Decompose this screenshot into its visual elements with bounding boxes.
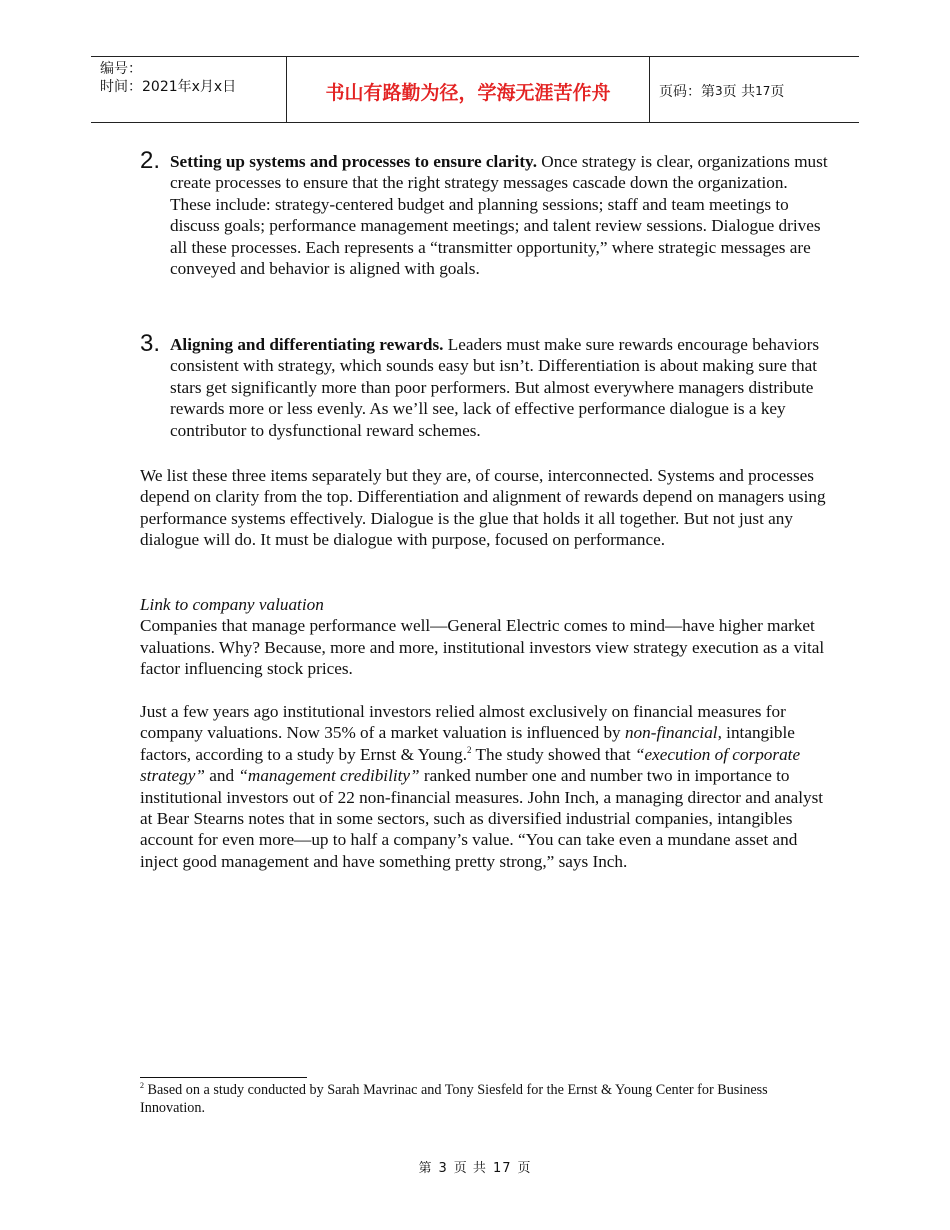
paragraph-valuation: Companies that manage performance well—General Electric comes to mind—have higher market valuations. Why? Because, more and more, institutional investors view strategy execution as a vital factor influencing stock prices. — [140, 616, 825, 679]
list-item-body: Once strategy is clear, organizations must create processes to ensure that the right strategy messages cascade down the organization. These include: strategy-centered budget and planning sessions; staff and team meetings to discuss goals; performance management meetings; and talent review sessions. Dialogue drives all these processes. Each represents a “transmitter opportunity,” where strategic messages are conveyed and behavior is aligned with goals. — [170, 152, 828, 279]
list-item-text — [170, 334, 830, 441]
serial-label: 编号： — [100, 61, 142, 77]
header-page-number: 页码：第 3 页 共 17 页 — [659, 84, 785, 100]
header-page-total: 17 — [755, 84, 771, 98]
list-item-body: Leaders must make sure rewards encourage behaviors consistent with strategy, which sounds easy but isn’t. Differentiation is about making sure that stars get significantly more than poor performers. But almost everywhere managers distribute rewards more or less evenly. As we’ll see, lack of effective performance dialogue is a key contributor to dysfunctional reward schemes. — [170, 335, 820, 440]
list-item — [140, 330, 830, 441]
valuation-section — [140, 594, 830, 680]
footnote-reference: 2 — [467, 744, 472, 755]
page-footer: 第 3 页 共 17 页 — [418, 1161, 532, 1176]
header-meta-cell — [91, 57, 287, 122]
footer-page-total: 17 — [492, 1161, 512, 1176]
header-page-current: 3 — [715, 84, 723, 98]
list-item-number: 3. — [140, 330, 161, 357]
footer-page-current: 3 — [438, 1161, 448, 1176]
list-item-title: Aligning and differentiating rewards. — [170, 335, 444, 354]
header-motto: 书山有路勤为径，学海无涯苦作舟 — [287, 57, 650, 122]
list-item-title: Setting up systems and processes to ensure clarity. — [170, 152, 537, 171]
paragraph-interconnected: We list these three items separately but they are, of course, interconnected. Systems and processes depend on clarity from the top. Differentiation and alignment of rewards depend on managers using performance systems effectively. Dialogue is the glue that holds it all together. But not just any dialogue will do. It must be dialogue with purpose, focused on performance. — [140, 466, 826, 550]
footnote — [140, 1081, 820, 1117]
list-item-number: 2. — [140, 147, 161, 174]
footnote-marker: 2 — [140, 1081, 144, 1090]
footnote-divider — [140, 1077, 307, 1078]
page-header — [91, 56, 859, 123]
section-heading: Link to company valuation — [140, 595, 324, 614]
time-line — [100, 78, 286, 96]
paragraph-study: Just a few years ago institutional investors relied almost exclusively on financial measures for company valuations. Now 35% of a market valuation is influenced by non-financial, intangible factors, according to a study by Ernst & Young.$^2$ The study showed that “execution of corporate strategy” and “management credibility” ranked number one and number two in importance to institutional investors out of 22 non-financial measures. John Inch, a managing director and analyst at Bear Stearns notes that in some sectors, such as diversified industrial companies, intangibles account for even more—up to half a company’s value. “You can take even a mundane asset and inject good management and have something pretty strong,” says Inch. — [140, 702, 824, 871]
list-item-text — [170, 151, 830, 279]
list-item — [140, 147, 830, 279]
time-value: 2021年x月x日 — [142, 79, 237, 95]
time-label: 时间： — [100, 79, 142, 95]
footnote-text: Based on a study conducted by Sarah Mavrinac and Tony Siesfeld for the Ernst & Young Center for Business Innovation. — [140, 1082, 768, 1116]
